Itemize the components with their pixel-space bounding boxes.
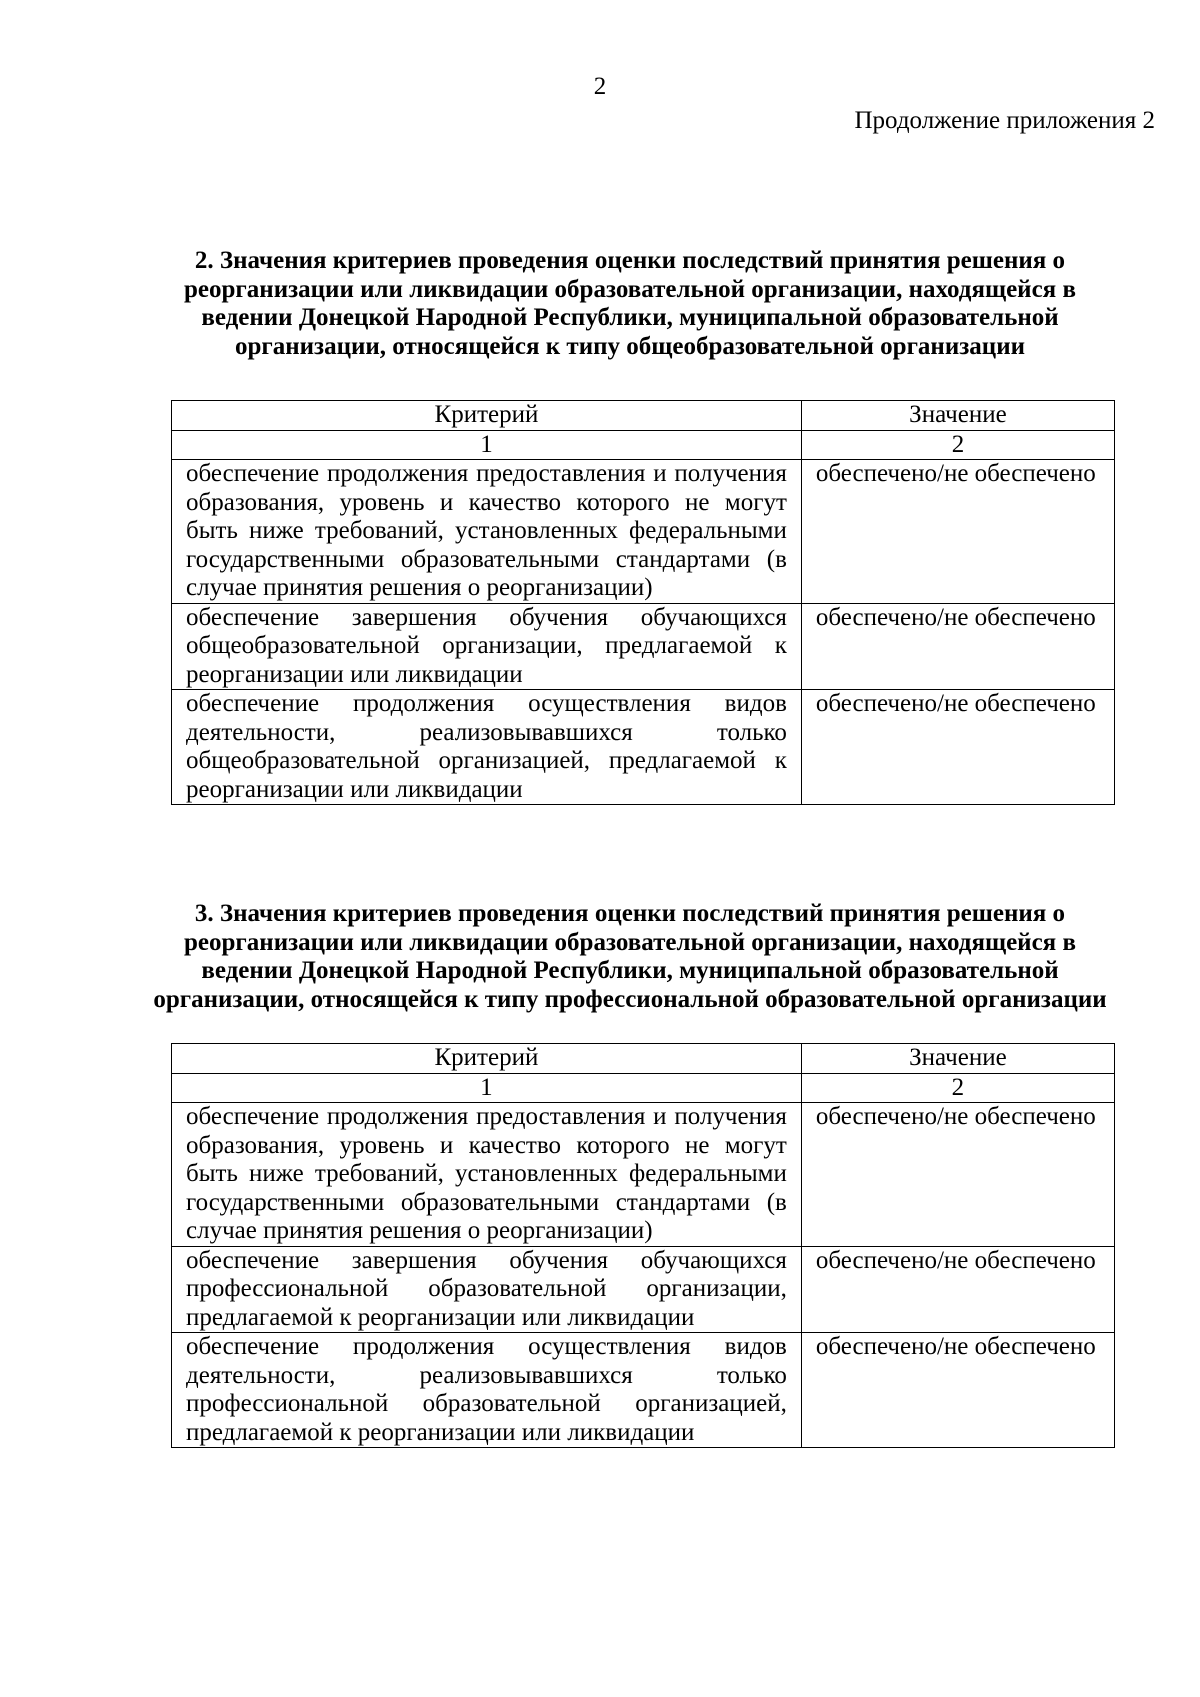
value-cell: обеспечено/не обеспечено	[801, 1103, 1114, 1247]
criterion-cell: обеспечение завершения обучения обучающихся общеобразовательной организации, предлагаемой к реорганизации или ликвидации	[172, 603, 802, 690]
criteria-table-professional	[171, 1043, 1115, 1448]
table-header-row	[172, 1044, 1115, 1074]
table-row	[172, 1103, 1115, 1247]
table-row	[172, 460, 1115, 604]
value-cell: обеспечено/не обеспечено	[801, 460, 1114, 604]
table-row	[172, 1246, 1115, 1333]
column-header-value: Значение	[801, 1044, 1114, 1074]
section-3-heading: 3. Значения критериев проведения оценки последствий принятия решения о реорганизации или ликвидации образовательной организации, находящейся в ведении Донецкой Народной Республики, муниципальной образовательной организации, относящейся к типу профессиональной образовательной организации	[153, 900, 1107, 1013]
column-number-1: 1	[172, 1073, 802, 1103]
criteria-table-general	[171, 400, 1115, 805]
table-header-row	[172, 401, 1115, 431]
value-cell: обеспечено/не обеспечено	[801, 690, 1114, 805]
appendix-continuation-label: Продолжение приложения 2	[854, 107, 1155, 134]
column-header-criterion: Критерий	[172, 401, 802, 431]
value-cell: обеспечено/не обеспечено	[801, 1246, 1114, 1333]
table-row	[172, 603, 1115, 690]
section-2-heading: 2. Значения критериев проведения оценки последствий принятия решения о реорганизации или ликвидации образовательной организации, находящейся в ведении Донецкой Народной Республики, муниципальной образовательной организации, относящейся к типу общеобразовательной организации	[184, 247, 1076, 360]
criterion-cell: обеспечение продолжения предоставления и получения образования, уровень и качество которого не могут быть ниже требований, установленных федеральными государственными образовательными стандартами (в случае принятия решения о реорганизации)	[172, 460, 802, 604]
column-number-1: 1	[172, 430, 802, 460]
criterion-cell: обеспечение продолжения предоставления и получения образования, уровень и качество которого не могут быть ниже требований, установленных федеральными государственными образовательными стандартами (в случае принятия решения о реорганизации)	[172, 1103, 802, 1247]
criterion-cell: обеспечение продолжения осуществления видов деятельности, реализовывавшихся только общеобразовательной организацией, предлагаемой к реорганизации или ликвидации	[172, 690, 802, 805]
column-header-value: Значение	[801, 401, 1114, 431]
criterion-cell: обеспечение завершения обучения обучающихся профессиональной образовательной организации, предлагаемой к реорганизации или ликвидации	[172, 1246, 802, 1333]
table-row	[172, 690, 1115, 805]
column-header-criterion: Критерий	[172, 1044, 802, 1074]
page-number: 2	[593, 73, 607, 100]
column-number-row	[172, 1073, 1115, 1103]
column-number-2: 2	[801, 430, 1114, 460]
column-number-row	[172, 430, 1115, 460]
table-row	[172, 1333, 1115, 1448]
criterion-cell: обеспечение продолжения осуществления видов деятельности, реализовывавшихся только профессиональной образовательной организацией, предлагаемой к реорганизации или ликвидации	[172, 1333, 802, 1448]
value-cell: обеспечено/не обеспечено	[801, 603, 1114, 690]
value-cell: обеспечено/не обеспечено	[801, 1333, 1114, 1448]
column-number-2: 2	[801, 1073, 1114, 1103]
